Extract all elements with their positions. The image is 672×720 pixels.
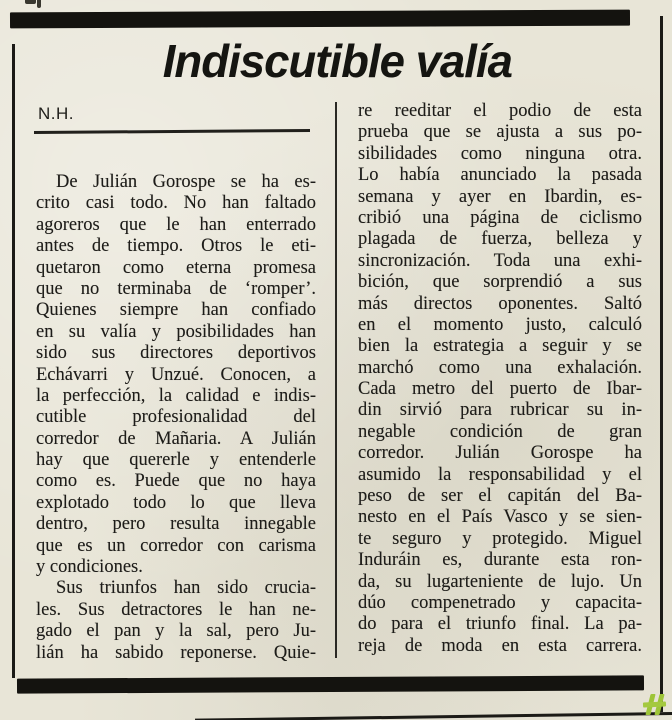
text-line: reja de moda en esta carrera. (358, 635, 642, 656)
text-line: sibilidades como ninguna otra. (358, 143, 642, 164)
text-line: hay que quererle y entenderle (36, 450, 316, 471)
text-line: en su valía y posibilidades han (36, 321, 316, 342)
article-column-right (358, 101, 642, 657)
article-frame-left-border (12, 44, 15, 678)
headline: Indiscutible valía (162, 35, 512, 87)
text-line: como es. Puede que no haya (36, 471, 316, 492)
text-line: sido sus directores deportivos (36, 343, 316, 364)
cut-off-ink-fragment (37, 0, 41, 8)
text-line: explotado todo lo que lleva (36, 492, 316, 513)
text-line: lián ha sabido reponerse. Quie- (36, 642, 316, 663)
text-line: sincronización. Toda una exhi- (358, 250, 642, 271)
text-line: Quienes siempre han confiado (36, 300, 316, 321)
text-line: Induráin es, durante esta ron- (358, 550, 642, 571)
text-line: bien la estrategia a seguir y se (358, 336, 642, 357)
text-line: nesto en el País Vasco y se sien- (358, 507, 642, 528)
print-registration-mark-icon (643, 694, 667, 715)
text-line: agoreros que le han enterrado (36, 214, 316, 235)
text-line: crito casi todo. No han faltado (36, 193, 316, 214)
text-line: cribió una página de ciclismo (358, 207, 642, 228)
text-line: corredor de Mañaria. A Julián (36, 428, 316, 449)
text-line: te seguro y protegido. Miguel (358, 528, 642, 549)
text-line: marchó como una exhalación. (358, 357, 642, 378)
text-line: y condiciones. (36, 557, 143, 578)
registration-mark-stroke (643, 701, 666, 707)
text-line: De Julián Gorospe se ha es- (56, 172, 316, 192)
text-line: les. Sus detractores le han ne- (36, 599, 316, 620)
text-line: Sus triunfos han sido crucia- (56, 578, 316, 599)
text-line: prueba que se ajusta a sus po- (358, 122, 642, 143)
text-line: peso de ser el capitán del Ba- (358, 486, 642, 507)
text-line: que no terminaba de ‘romper’. (36, 278, 316, 299)
headline-row (14, 34, 660, 88)
text-line: cutible profesionalidad del (36, 407, 316, 428)
text-line: gado el pan y la sal, pero Ju- (36, 621, 316, 642)
text-line: corredor. Julián Gorospe ha (358, 443, 642, 464)
cut-off-ink-fragment (25, 0, 36, 4)
bottom-rule-bar (17, 675, 644, 693)
text-line: la perfección, la calidad e indis- (36, 385, 316, 406)
text-line: da, su lugarteniente de lujo. Un (358, 571, 642, 592)
text-line: quetaron como eterna promesa (36, 257, 316, 278)
next-article-frame-edge (195, 712, 672, 720)
text-line: dúo compenetrado y capacita- (358, 592, 642, 613)
text-line: do para el triunfo final. La pa- (358, 614, 642, 635)
text-line: semana y ayer en Ibardin, es- (358, 186, 642, 207)
text-line: Echávarri y Unzué. Conocen, a (36, 364, 316, 385)
text-line: dentro, pero resulta innegable (36, 514, 316, 535)
text-line: plagada de fuerza, belleza y (358, 229, 642, 250)
text-line: din sirvió para rubricar su in- (358, 400, 642, 421)
text-line: Cada metro del puerto de Ibar- (358, 379, 642, 400)
text-line: Lo había anunciado la pasada (358, 165, 642, 186)
article-frame-right-border (660, 16, 663, 712)
text-line: asumido la responsabilidad y el (358, 464, 642, 485)
text-line: negable condición de gran (358, 421, 642, 442)
text-line: bición, que sorprendió a sus (358, 272, 642, 293)
text-line: re reeditar el podio de esta (358, 101, 642, 121)
top-rule-bar (10, 10, 630, 29)
article-column-left (36, 172, 316, 664)
text-line: antes de tiempo. Otros le eti- (36, 236, 316, 257)
text-line: en el momento justo, calculó (358, 314, 642, 335)
column-divider (335, 102, 337, 658)
byline: N.H. (38, 104, 74, 123)
text-line: más directos oponentes. Saltó (358, 293, 642, 314)
text-line: que es un corredor con carisma (36, 535, 316, 556)
byline-rule (34, 129, 310, 134)
